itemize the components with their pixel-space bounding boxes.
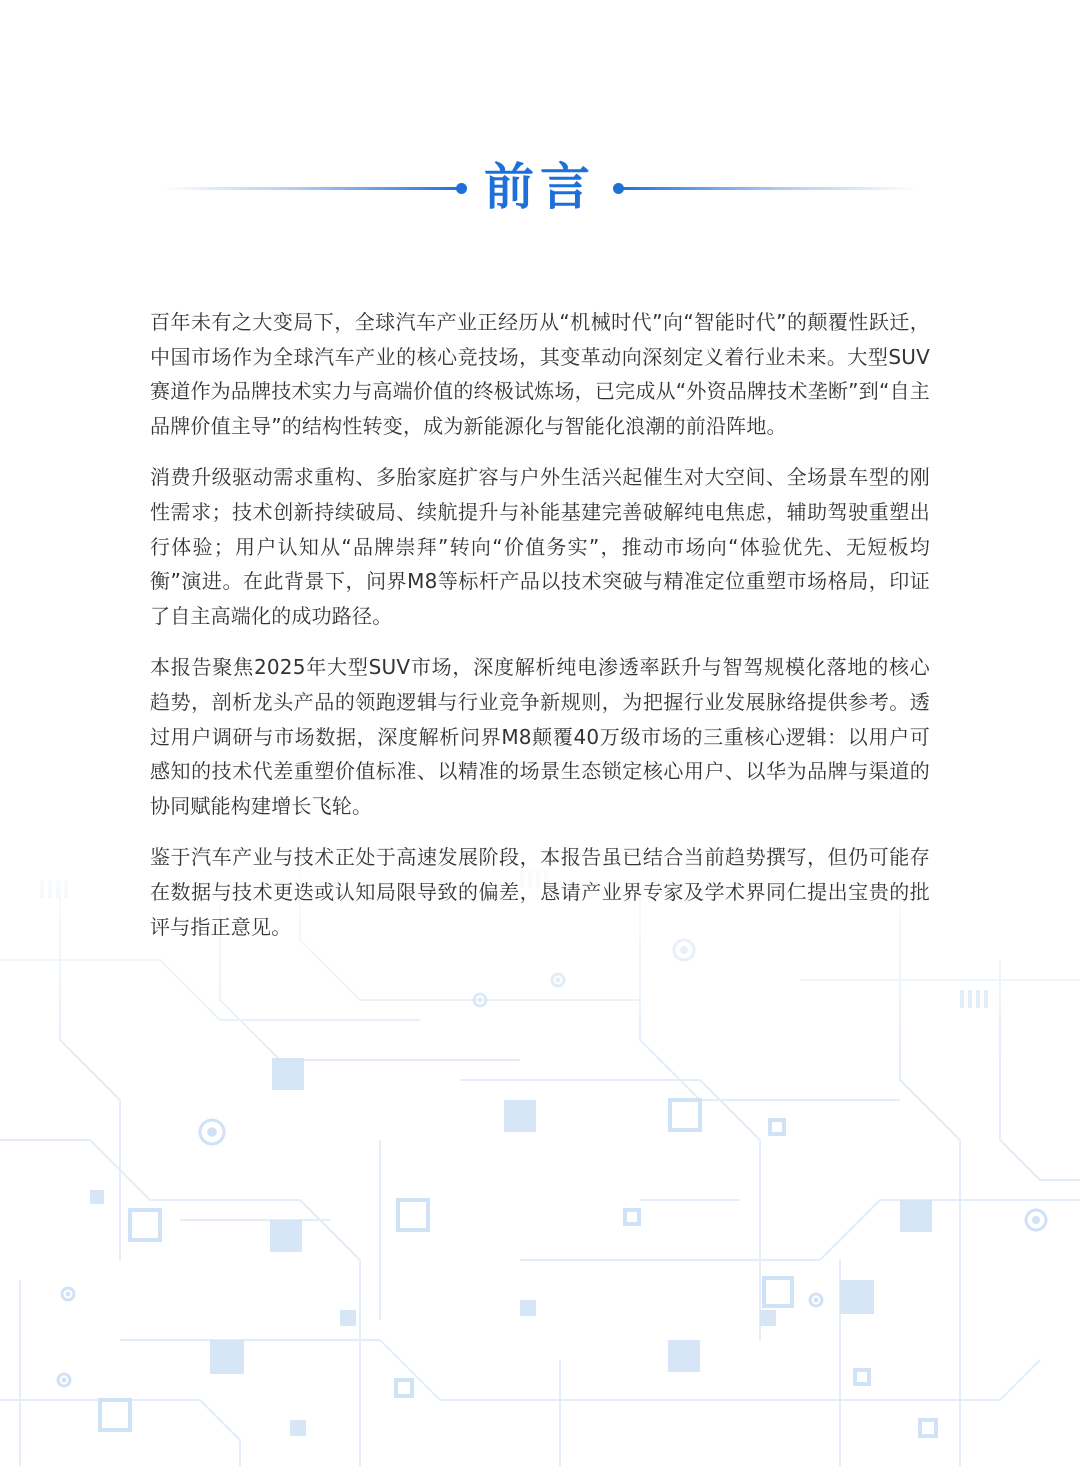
paragraph-1: 百年未有之大变局下，全球汽车产业正经历从“机械时代”向“智能时代”的颠覆性跃迁，中国市场作为全球汽车产业的核心竞技场，其变革动向深刻定义着行业未来。大型SUV赛道作为品牌技术实力与高端价值的终极试炼场，已完成从“外资品牌技术垄断”到“自主品牌价值主导”的结构性转变，成为新能源化与智能化浪潮的前沿阵地。 — [150, 310, 930, 438]
preface-body — [150, 305, 930, 961]
paragraph-4: 鉴于汽车产业与技术正处于高速发展阶段，本报告虽已结合当前趋势撰写，但仍可能存在数据与技术更迭或认知局限导致的偏差，恳请产业界专家及学术界同仁提出宝贵的批评与指正意见。 — [150, 845, 930, 939]
page-header — [0, 150, 1080, 230]
header-dot-left — [456, 183, 467, 194]
header-divider-right — [618, 187, 920, 190]
header-divider-left — [160, 187, 462, 190]
paragraph-2: 消费升级驱动需求重构、多胎家庭扩容与户外生活兴起催生对大空间、全场景车型的刚性需求；技术创新持续破局、续航提升与补能基建完善破解纯电焦虑，辅助驾驶重塑出行体验；用户认知从“品牌崇拜”转向“价值务实”，推动市场向“体验优先、无短板均衡”演进。在此背景下，问界M8等标杆产品以技术突破与精准定位重塑市场格局，印证了自主高端化的成功路径。 — [150, 465, 930, 628]
page-title: 前言 — [484, 158, 596, 216]
paragraph-3: 本报告聚焦2025年大型SUV市场，深度解析纯电渗透率跃升与智驾规模化落地的核心趋势，剖析龙头产品的领跑逻辑与行业竞争新规则，为把握行业发展脉络提供参考。透过用户调研与市场数据，深度解析问界M8颠覆40万级市场的三重核心逻辑：以用户可感知的技术代差重塑价值标准、以精准的场景生态锁定核心用户、以华为品牌与渠道的协同赋能构建增长飞轮。 — [150, 655, 930, 818]
